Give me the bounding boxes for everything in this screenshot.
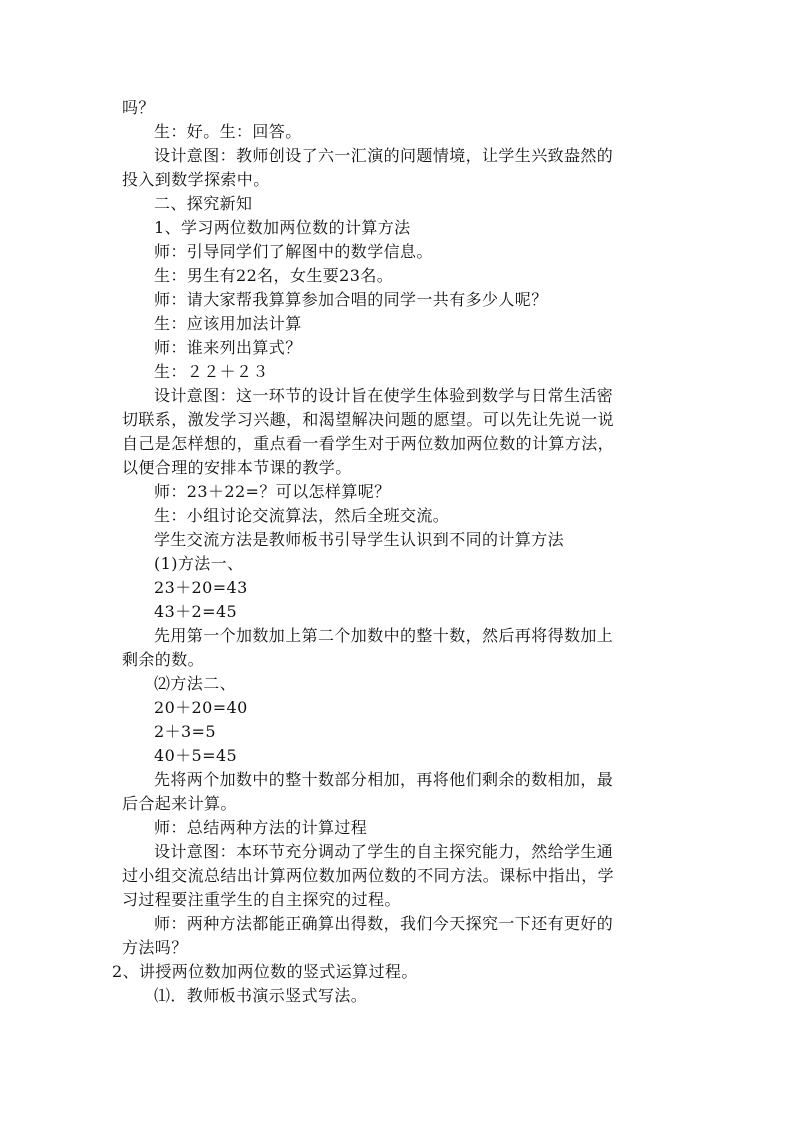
text-line: 2、讲授两位数加两位数的竖式运算过程。 [112,962,418,981]
text-line: (1)方法一、 [154,554,244,573]
text-line: 生：男生有22名，女生要23名。 [154,266,394,285]
text-line: 设计意图：教师创设了六一汇演的问题情境，让学生兴致盎然的 [154,146,614,165]
document-body [112,96,682,1008]
text-line: 师：23＋22=？可以怎样算呢？ [154,482,391,501]
text-line: 习过程要注重学生的自主探究的过程。 [122,890,401,909]
text-line: ⑴．教师板书演示竖式写法。 [154,986,368,1005]
text-line: 剩余的数。 [122,650,205,669]
text-line: 23＋20=43 [154,578,248,597]
text-line: 生：好。生：回答。 [154,122,302,141]
text-line: 师：谁来列出算式？ [154,338,302,357]
text-line: 43＋2=45 [154,602,238,621]
text-line: ⑵方法二、 [154,674,237,693]
text-line: 投入到数学探索中。 [122,170,270,189]
text-line: 二、探究新知 [154,194,253,213]
text-line: 师：总结两种方法的计算过程 [154,818,368,837]
text-line: 过小组交流总结出计算两位数加两位数的不同方法。课标中指出，学 [122,866,615,885]
text-line: 1、学习两位数加两位数的计算方法 [154,218,411,237]
text-line: 先用第一个加数加上第二个加数中的整十数，然后再将得数加上 [154,626,614,645]
text-line: 设计意图：这一环节的设计旨在使学生体验到数学与日常生活密 [154,386,614,405]
text-line: 2＋3=5 [154,722,216,741]
text-line: 设计意图：本环节充分调动了学生的自主探究能力，然给学生通 [154,842,614,861]
text-line: 学生交流方法是教师板书引导学生认识到不同的计算方法 [154,530,565,549]
text-line: 后合起来计算。 [122,794,237,813]
text-line: 方法吗？ [122,938,188,957]
text-line: 自己是怎样想的，重点看一看学生对于两位数加两位数的计算方法， [122,434,615,453]
text-line: 师：请大家帮我算算参加合唱的同学一共有多少人呢？ [154,290,548,309]
text-line: 切联系，激发学习兴趣，和渴望解决问题的愿望。可以先让先说一说 [122,410,615,429]
text-line: 先将两个加数中的整十数部分相加，再将他们剩余的数相加，最 [154,770,614,789]
text-line: 吗？ [122,98,155,117]
text-line: 生：２２＋２３ [154,362,269,381]
text-line: 20＋20=40 [154,698,248,717]
text-line: 生：应该用加法计算 [154,314,302,333]
text-line: 40＋5=45 [154,746,238,765]
text-line: 生：小组讨论交流算法，然后全班交流。 [154,506,450,525]
text-line: 师：两种方法都能正确算出得数，我们今天探究一下还有更好的 [154,914,614,933]
text-line: 师：引导同学们了解图中的数学信息。 [154,242,433,261]
text-line: 以便合理的安排本节课的教学。 [122,458,352,477]
